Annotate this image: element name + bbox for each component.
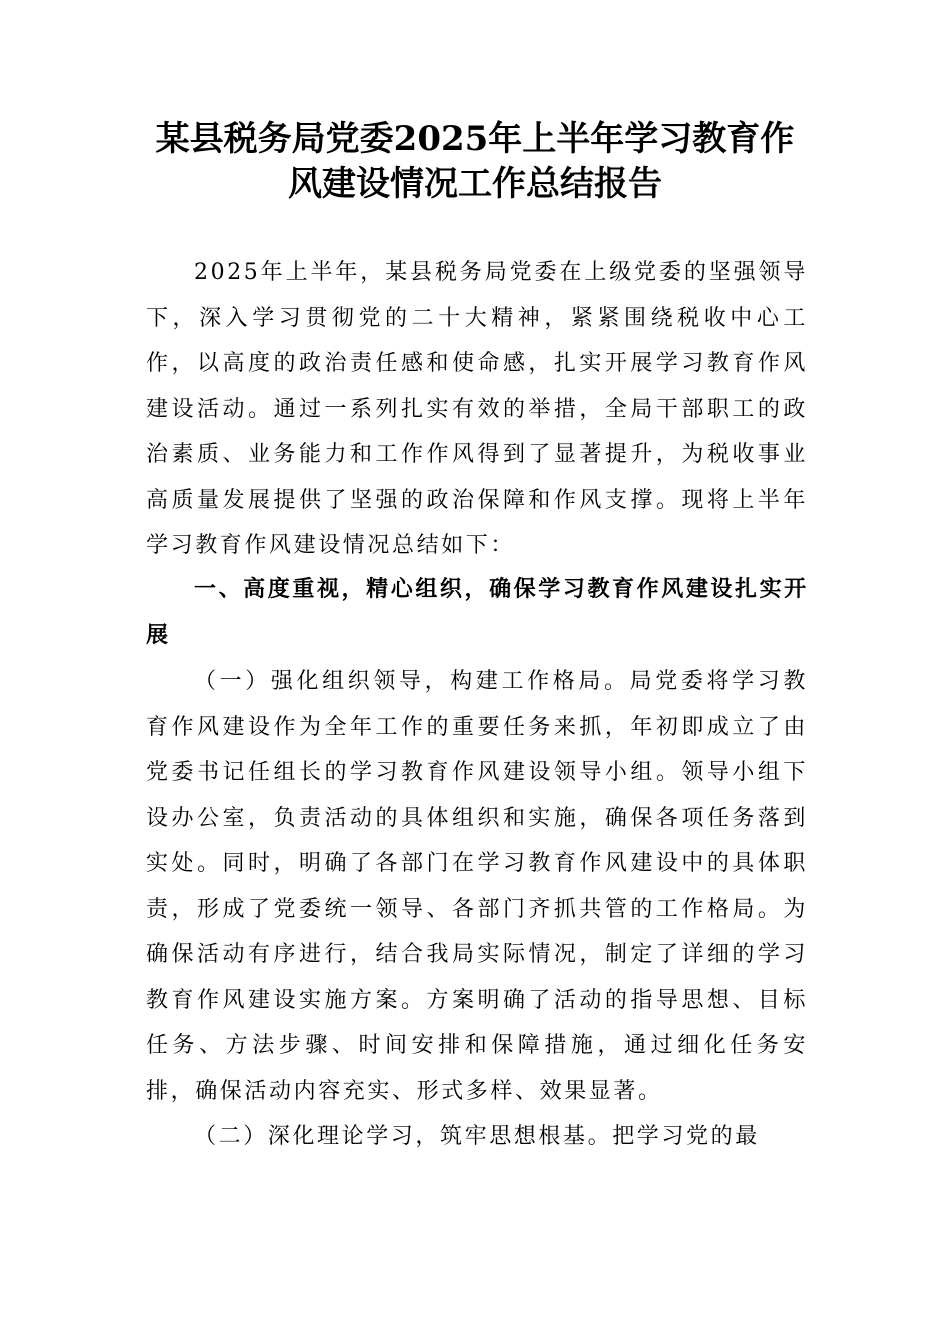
paragraph-2	[146, 1114, 808, 1160]
paragraph-2-subheading: （二）深化理论学习，筑牢思想根基。	[194, 1124, 613, 1149]
document-title-line-1: 某县税务局党委2025年上半年学习教育作	[155, 119, 795, 159]
paragraph-1	[146, 659, 808, 1114]
paragraph-2-body: 把学习党的最	[612, 1124, 760, 1149]
intro-paragraph: 2025年上半年，某县税务局党委在上级党委的坚强领导下，深入学习贯彻党的二十大精神，紧紧围绕税收中心工作，以高度的政治责任感和使命感，扎实开展学习教育作风建设活动。通过一系列扎实有效的举措，全局干部职工的政治素质、业务能力和工作作风得到了显著提升，为税收事业高质量发展提供了坚强的政治保障和作风支撑。现将上半年学习教育作风建设情况总结如下：	[146, 260, 808, 558]
paragraph-1-subheading: （一）强化组织领导，构建工作格局。	[194, 669, 630, 694]
section-1-heading: 一、高度重视，精心组织，确保学习教育作风建设扎实开展	[146, 577, 808, 648]
paragraph-1-body: 局党委将学习教育作风建设作为全年工作的重要任务来抓，年初即成立了由党委书记任组长的学习教育作风建设领导小组。领导小组下设办公室，负责活动的具体组织和实施，确保各项任务落到实处。同时，明确了各部门在学习教育作风建设中的具体职责，形成了党委统一领导、各部门齐抓共管的工作格局。为确保活动有序进行，结合我局实际情况，制定了详细的学习教育作风建设实施方案。方案明确了活动的指导思想、目标任务、方法步骤、时间安排和保障措施，通过细化任务安排，确保活动内容充实、形式多样、效果显著。	[146, 669, 808, 1104]
document-title-line-2: 风建设情况工作总结报告	[288, 164, 662, 204]
